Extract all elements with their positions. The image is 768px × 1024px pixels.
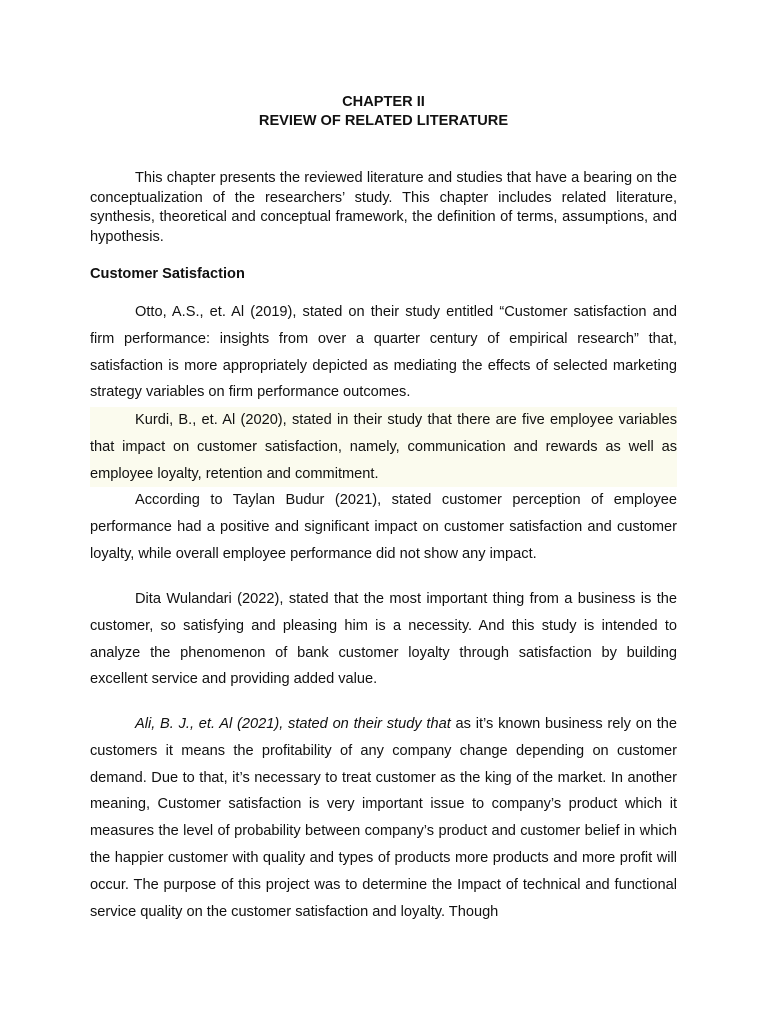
chapter-number: CHAPTER II (342, 94, 425, 110)
chapter-title: REVIEW OF RELATED LITERATURE (258, 113, 509, 129)
ali-citation: Ali, B. J., et. Al (2021), stated on their study that (135, 716, 451, 732)
paragraph-taylan: According to Taylan Budur (2021), stated customer perception of employee performance had a positive and significant impact on customer satisfaction and customer loyalty, while overall employee performance did not show any impact. (90, 492, 677, 562)
paragraph-otto: Otto, A.S., et. Al (2019), stated on their study entitled “Customer satisfaction and firm performance: insights from over a quarter century of empirical research” that, satisfaction is more appropriately depicted as mediating the effects of selected marketing strategy variables on firm performance outcomes. (90, 304, 677, 401)
ali-body: as it’s known business rely on the customers it means the profitability of any company change depending on customer demand. Due to that, it’s necessary to treat customer as the king of the market. In another meaning, Customer satisfaction is very important issue to company’s product which it measures the level of probability between company’s product and customer belief in which the happier customer with quality and types of products more products and more profit will occur. The purpose of this project was to determine the Impact of technical and functional service quality on the customer satisfaction and loyalty. Though (90, 716, 677, 920)
paragraph-dita: Dita Wulandari (2022), stated that the most important thing from a business is the customer, so satisfying and pleasing him is a necessity. And this study is intended to analyze the phenomenon of bank customer loyalty through satisfaction by building excellent service and providing added value. (90, 591, 677, 688)
paragraph-ali (90, 711, 677, 925)
intro-paragraph: This chapter presents the reviewed literature and studies that have a bearing on the conceptualization of the researchers’ study. This chapter includes related literature, synthesis, theoretical and conceptual framework, the definition of terms, assumptions, and hypothesis. (90, 170, 677, 245)
paragraph-kurdi: Kurdi, B., et. Al (2020), stated in their study that there are five employee variables that impact on customer satisfaction, namely, communication and rewards as well as employee loyalty, retention and commitment. (90, 407, 677, 487)
section-heading: Customer Satisfaction (90, 266, 245, 282)
